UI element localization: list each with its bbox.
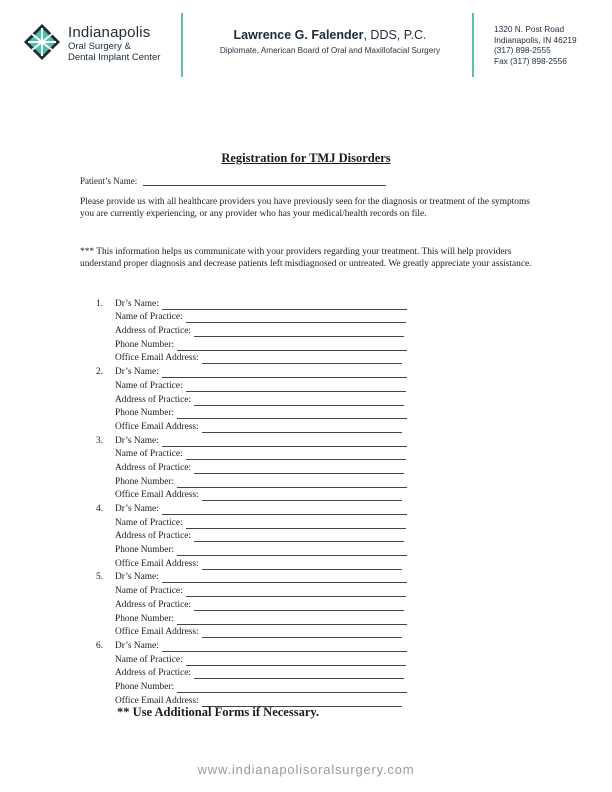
provider-row bbox=[96, 337, 407, 351]
form-title: Registration for TMJ Disorders bbox=[221, 151, 391, 165]
phone-number-label: Phone Number: bbox=[115, 476, 175, 487]
practice-name-label: Name of Practice: bbox=[115, 380, 183, 391]
practice-name-field[interactable] bbox=[186, 586, 406, 597]
office-email-field[interactable] bbox=[202, 490, 402, 501]
provider-row bbox=[96, 529, 407, 543]
address-line-1: 1320 N. Post Road bbox=[494, 24, 565, 34]
website-url[interactable]: www.indianapolisoralsurgery.com bbox=[197, 762, 415, 777]
phone-number-field[interactable] bbox=[177, 682, 407, 693]
practice-name-label: Name of Practice: bbox=[115, 312, 183, 323]
provider-number: 4. bbox=[96, 504, 104, 514]
provider-row bbox=[96, 419, 407, 433]
office-email-label: Office Email Address: bbox=[115, 627, 199, 638]
doctor-name-bold: Lawrence G. Falender bbox=[233, 28, 364, 42]
dr-name-field[interactable] bbox=[162, 299, 407, 310]
doctor-name bbox=[190, 28, 470, 42]
practice-address-label: Address of Practice: bbox=[115, 531, 192, 542]
phone-number-label: Phone Number: bbox=[115, 613, 175, 624]
provider-row bbox=[96, 583, 407, 597]
provider-row bbox=[96, 406, 407, 420]
dr-name-field[interactable] bbox=[162, 504, 407, 515]
provider-row bbox=[96, 611, 407, 625]
provider-row bbox=[96, 488, 407, 502]
office-email-field[interactable] bbox=[202, 559, 402, 570]
provider-block bbox=[96, 638, 407, 706]
provider-block bbox=[96, 570, 407, 638]
provider-block bbox=[96, 296, 407, 364]
info-note-paragraph: *** This information helps us communicate with your providers regarding your treatment. This will help providers understand proper diagnosis and decrease patients left misdiagnosed or untreated. We greatly appreciate your assistance. bbox=[80, 247, 532, 269]
provider-row bbox=[96, 378, 407, 392]
provider-block bbox=[96, 433, 407, 501]
phone-number-field[interactable] bbox=[177, 340, 407, 351]
header-divider-left bbox=[181, 13, 183, 77]
clinic-name: Indianapolis bbox=[68, 24, 151, 41]
office-email-label: Office Email Address: bbox=[115, 490, 199, 501]
provider-row bbox=[96, 310, 407, 324]
phone-number-field[interactable] bbox=[177, 408, 407, 419]
provider-row bbox=[96, 638, 407, 652]
dr-name-label: Dr’s Name: bbox=[115, 572, 159, 583]
provider-row bbox=[96, 364, 407, 378]
provider-list bbox=[96, 296, 407, 707]
provider-block bbox=[96, 501, 407, 569]
patient-name-label: Patient’s Name: bbox=[80, 176, 138, 186]
office-email-field[interactable] bbox=[202, 353, 402, 364]
dr-name-label: Dr’s Name: bbox=[115, 504, 159, 514]
phone-number-label: Phone Number: bbox=[115, 339, 175, 350]
provider-row bbox=[96, 447, 407, 461]
practice-name-field[interactable] bbox=[186, 518, 406, 529]
phone-number-label: Phone Number: bbox=[115, 681, 175, 692]
practice-name-field[interactable] bbox=[186, 449, 406, 460]
provider-row bbox=[96, 679, 407, 693]
dr-name-field[interactable] bbox=[162, 367, 407, 378]
clinic-subtitle-line-2: Dental Implant Center bbox=[68, 52, 161, 63]
practice-address-label: Address of Practice: bbox=[115, 599, 192, 610]
office-email-label: Office Email Address: bbox=[115, 353, 199, 364]
dr-name-label: Dr’s Name: bbox=[115, 640, 159, 651]
provider-row bbox=[96, 392, 407, 406]
dr-name-field[interactable] bbox=[162, 572, 407, 583]
provider-row bbox=[96, 501, 407, 515]
provider-row bbox=[96, 652, 407, 666]
practice-address-field[interactable] bbox=[194, 326, 404, 337]
header-divider-right bbox=[472, 13, 474, 77]
provider-row bbox=[96, 570, 407, 584]
practice-address-field[interactable] bbox=[194, 668, 404, 679]
clinic-logo-icon bbox=[22, 22, 62, 62]
phone-number-label: Phone Number: bbox=[115, 545, 175, 556]
dr-name-field[interactable] bbox=[162, 641, 407, 652]
doctor-credentials: , DDS, P.C. bbox=[363, 28, 427, 42]
provider-row bbox=[96, 597, 407, 611]
office-email-field[interactable] bbox=[202, 627, 402, 638]
practice-address-field[interactable] bbox=[194, 531, 404, 542]
address-line-2: Indianapolis, IN 46219 bbox=[494, 34, 577, 45]
provider-row bbox=[96, 296, 407, 310]
fax-number: Fax (317) 898-2556 bbox=[494, 55, 567, 66]
additional-forms-note: ** Use Additional Forms if Necessary. bbox=[117, 705, 320, 719]
provider-number: 1. bbox=[96, 298, 104, 309]
office-email-label: Office Email Address: bbox=[115, 421, 199, 432]
instructions-paragraph: Please provide us with all healthcare providers you have previously seen for the diagnosis or treatment of the symptoms you are currently experiencing, or any provider who has your medical/health records on file. bbox=[80, 197, 530, 219]
practice-name-label: Name of Practice: bbox=[115, 586, 183, 597]
practice-name-label: Name of Practice: bbox=[115, 449, 183, 460]
provider-number: 3. bbox=[96, 435, 104, 446]
dr-name-label: Dr’s Name: bbox=[115, 435, 159, 446]
practice-name-label: Name of Practice: bbox=[115, 517, 183, 528]
clinic-subtitle-line-1: Oral Surgery & bbox=[68, 41, 131, 52]
practice-name-field[interactable] bbox=[186, 381, 406, 392]
provider-row bbox=[96, 542, 407, 556]
practice-name-field[interactable] bbox=[186, 655, 406, 666]
phone-number-label: Phone Number: bbox=[115, 408, 175, 419]
practice-address-label: Address of Practice: bbox=[115, 462, 192, 473]
provider-row bbox=[96, 625, 407, 639]
practice-address-label: Address of Practice: bbox=[115, 668, 192, 679]
provider-row bbox=[96, 323, 407, 337]
phone-number: (317) 898-2555 bbox=[494, 45, 551, 56]
practice-name-field[interactable] bbox=[186, 312, 406, 323]
office-email-field[interactable] bbox=[202, 422, 402, 433]
provider-number: 5. bbox=[96, 572, 104, 583]
provider-row bbox=[96, 474, 407, 488]
phone-number-field[interactable] bbox=[177, 477, 407, 488]
clinic-subtitle bbox=[68, 41, 160, 63]
provider-number: 6. bbox=[96, 640, 104, 651]
provider-row bbox=[96, 433, 407, 447]
patient-name-field[interactable] bbox=[143, 176, 386, 186]
phone-number-field[interactable] bbox=[177, 545, 407, 556]
patient-name-row bbox=[80, 176, 386, 186]
practice-address-label: Address of Practice: bbox=[115, 326, 192, 337]
office-email-label: Office Email Address: bbox=[115, 695, 199, 706]
practice-name-label: Name of Practice: bbox=[115, 654, 183, 665]
provider-row bbox=[96, 351, 407, 365]
dr-name-label: Dr’s Name: bbox=[115, 298, 159, 309]
dr-name-field[interactable] bbox=[162, 436, 407, 447]
provider-row bbox=[96, 515, 407, 529]
practice-address-field[interactable] bbox=[194, 463, 404, 474]
provider-number: 2. bbox=[96, 367, 104, 378]
office-email-label: Office Email Address: bbox=[115, 558, 199, 569]
provider-row bbox=[96, 460, 407, 474]
practice-address-field[interactable] bbox=[194, 395, 404, 406]
doctor-title: Diplomate, American Board of Oral and Maxillofacial Surgery bbox=[219, 46, 441, 55]
dr-name-label: Dr’s Name: bbox=[115, 367, 159, 378]
phone-number-field[interactable] bbox=[177, 614, 407, 625]
provider-block bbox=[96, 364, 407, 432]
provider-row bbox=[96, 666, 407, 680]
provider-row bbox=[96, 556, 407, 570]
clinic-address-block bbox=[494, 24, 577, 66]
practice-address-field[interactable] bbox=[194, 600, 404, 611]
practice-address-label: Address of Practice: bbox=[115, 394, 192, 405]
